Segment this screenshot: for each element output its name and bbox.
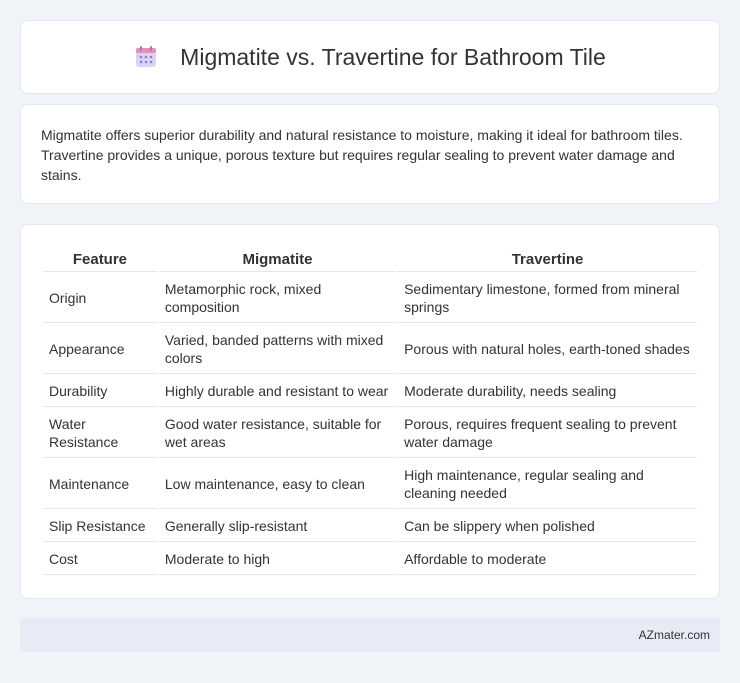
row-travertine: Can be slippery when polished (398, 511, 697, 542)
table-row (43, 325, 697, 374)
row-migmatite: Good water resistance, suitable for wet areas (159, 409, 396, 458)
summary-text: Migmatite offers superior durability and natural resistance to moisture, making it ideal for bathroom tiles. Travertine provides a unique, porous texture but requires regular sealing to prevent water damage and stains. (41, 127, 683, 183)
row-migmatite: Moderate to high (159, 544, 396, 575)
row-feature: Water Resistance (43, 409, 157, 458)
comparison-table (41, 245, 699, 577)
row-feature: Cost (43, 544, 157, 575)
page-title: Migmatite vs. Travertine for Bathroom Tile (180, 43, 606, 70)
row-travertine: High maintenance, regular sealing and cleaning needed (398, 460, 697, 509)
summary-card (20, 104, 720, 204)
header-migmatite: Migmatite (159, 247, 396, 272)
row-feature: Maintenance (43, 460, 157, 509)
row-migmatite: Generally slip-resistant (159, 511, 396, 542)
header-card (20, 20, 720, 94)
table-row (43, 511, 697, 542)
table-row (43, 460, 697, 509)
header-feature: Feature (43, 247, 157, 272)
row-migmatite: Varied, banded patterns with mixed colors (159, 325, 396, 374)
footer-brand[interactable]: AZmater.com (638, 628, 710, 642)
row-travertine: Sedimentary limestone, formed from mineral springs (398, 274, 697, 323)
row-feature: Slip Resistance (43, 511, 157, 542)
table-row (43, 544, 697, 575)
footer-bar (20, 618, 720, 652)
calendar-icon (134, 45, 158, 69)
table-row (43, 376, 697, 407)
table-row (43, 274, 697, 323)
table-row (43, 409, 697, 458)
row-travertine: Porous, requires frequent sealing to prevent water damage (398, 409, 697, 458)
row-feature: Durability (43, 376, 157, 407)
row-migmatite: Metamorphic rock, mixed composition (159, 274, 396, 323)
row-feature: Origin (43, 274, 157, 323)
table-header-row (43, 247, 697, 272)
row-migmatite: Highly durable and resistant to wear (159, 376, 396, 407)
row-feature: Appearance (43, 325, 157, 374)
row-travertine: Moderate durability, needs sealing (398, 376, 697, 407)
row-migmatite: Low maintenance, easy to clean (159, 460, 396, 509)
header-travertine: Travertine (398, 247, 697, 272)
row-travertine: Affordable to moderate (398, 544, 697, 575)
comparison-table-card (20, 224, 720, 599)
row-travertine: Porous with natural holes, earth-toned shades (398, 325, 697, 374)
